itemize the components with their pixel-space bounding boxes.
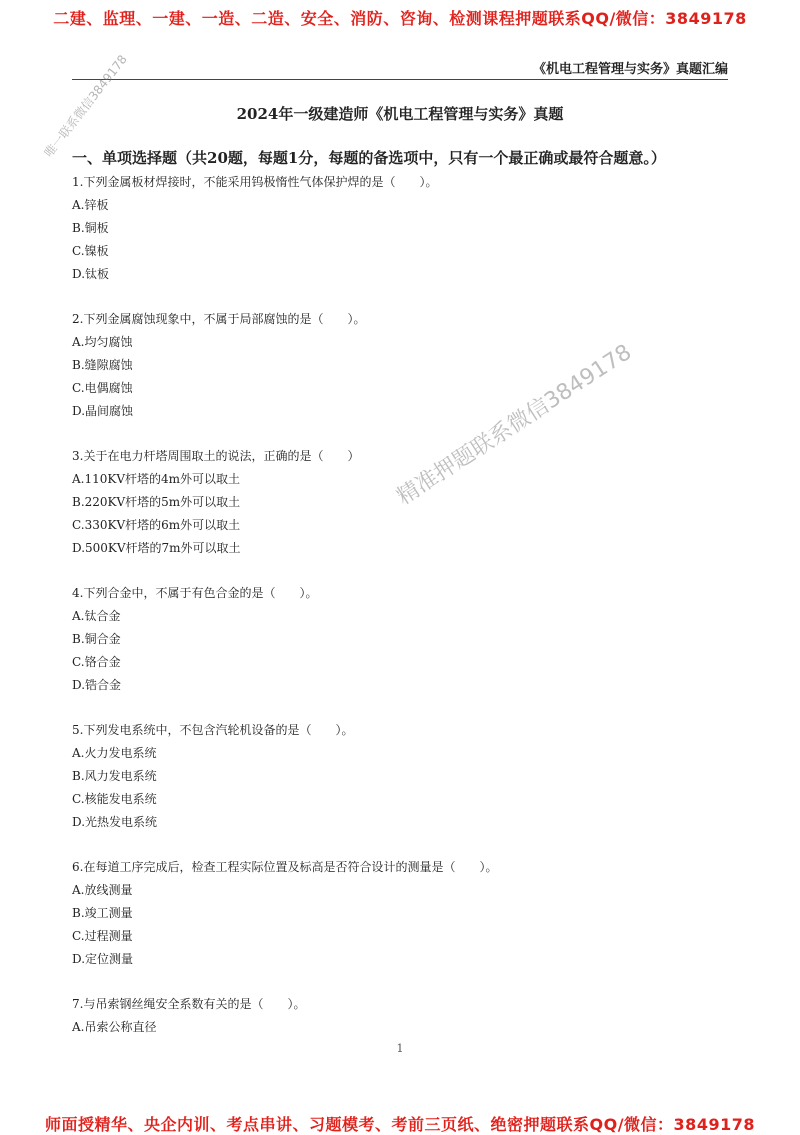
question-stem: 2.下列金属腐蚀现象中，不属于局部腐蚀的是（ ）。	[72, 312, 366, 326]
question-stem: 5.下列发电系统中，不包含汽轮机设备的是（ ）。	[72, 723, 354, 737]
option-b: B.220KV杆塔的5m外可以取土	[72, 495, 241, 509]
option-a: A.锌板	[72, 198, 109, 212]
question-6	[72, 856, 728, 971]
option-b: B.铜板	[72, 221, 109, 235]
bottom-banner: 师面授精华、央企内训、考点串讲、习题模考、考前三页纸、绝密押题联系QQ/微信：3849178	[45, 1115, 755, 1134]
option-d: D.锆合金	[72, 678, 122, 692]
option-d: D.定位测量	[72, 952, 134, 966]
option-d: D.晶间腐蚀	[72, 404, 134, 418]
question-5	[72, 719, 728, 834]
running-head: 《机电工程管理与实务》真题汇编	[532, 62, 728, 77]
option-c: C.镍板	[72, 244, 109, 258]
option-d: D.钛板	[72, 267, 110, 281]
center-watermark: 精准押题联系微信3849178	[392, 339, 637, 511]
document-title: 2024年一级建造师《机电工程管理与实务》真题	[236, 105, 564, 123]
option-b: B.缝隙腐蚀	[72, 358, 133, 372]
option-d: D.500KV杆塔的7m外可以取土	[72, 541, 241, 555]
option-a: A.110KV杆塔的4m外可以取土	[72, 472, 241, 486]
header-rule	[72, 79, 728, 80]
option-c: C.核能发电系统	[72, 792, 157, 806]
question-4	[72, 582, 728, 697]
question-stem: 3.关于在电力杆塔周围取土的说法，正确的是（ ）	[72, 449, 360, 463]
option-d: D.光热发电系统	[72, 815, 158, 829]
top-banner: 二建、监理、一建、一造、二造、安全、消防、咨询、检测课程押题联系QQ/微信：3849178	[53, 9, 747, 28]
option-c: C.过程测量	[72, 929, 133, 943]
page-number: 1	[396, 1042, 404, 1055]
option-c: C.铬合金	[72, 655, 121, 669]
question-7	[72, 993, 728, 1039]
option-a: A.吊索公称直径	[72, 1020, 157, 1034]
option-c: C.电偶腐蚀	[72, 381, 133, 395]
option-c: C.330KV杆塔的6m外可以取土	[72, 518, 241, 532]
question-stem: 7.与吊索钢丝绳安全系数有关的是（ ）。	[72, 997, 306, 1011]
option-a: A.放线测量	[72, 883, 133, 897]
question-stem: 6.在每道工序完成后，检查工程实际位置及标高是否符合设计的测量是（ ）。	[72, 860, 498, 874]
option-b: B.风力发电系统	[72, 769, 157, 783]
option-a: A.均匀腐蚀	[72, 335, 133, 349]
option-a: A.钛合金	[72, 609, 121, 623]
option-a: A.火力发电系统	[72, 746, 157, 760]
question-stem: 1.下列金属板材焊接时，不能采用钨极惰性气体保护焊的是（ ）。	[72, 175, 438, 189]
option-b: B.竣工测量	[72, 906, 133, 920]
question-list	[72, 171, 728, 1061]
question-stem: 4.下列合金中，不属于有色合金的是（ ）。	[72, 586, 318, 600]
option-b: B.铜合金	[72, 632, 121, 646]
question-1	[72, 171, 728, 286]
section-heading: 一、单项选择题（共20题，每题1分，每题的备选项中，只有一个最正确或最符合题意。）	[72, 149, 666, 167]
corner-watermark: 唯一联系微信3849178	[41, 52, 130, 160]
question-3	[72, 445, 728, 560]
